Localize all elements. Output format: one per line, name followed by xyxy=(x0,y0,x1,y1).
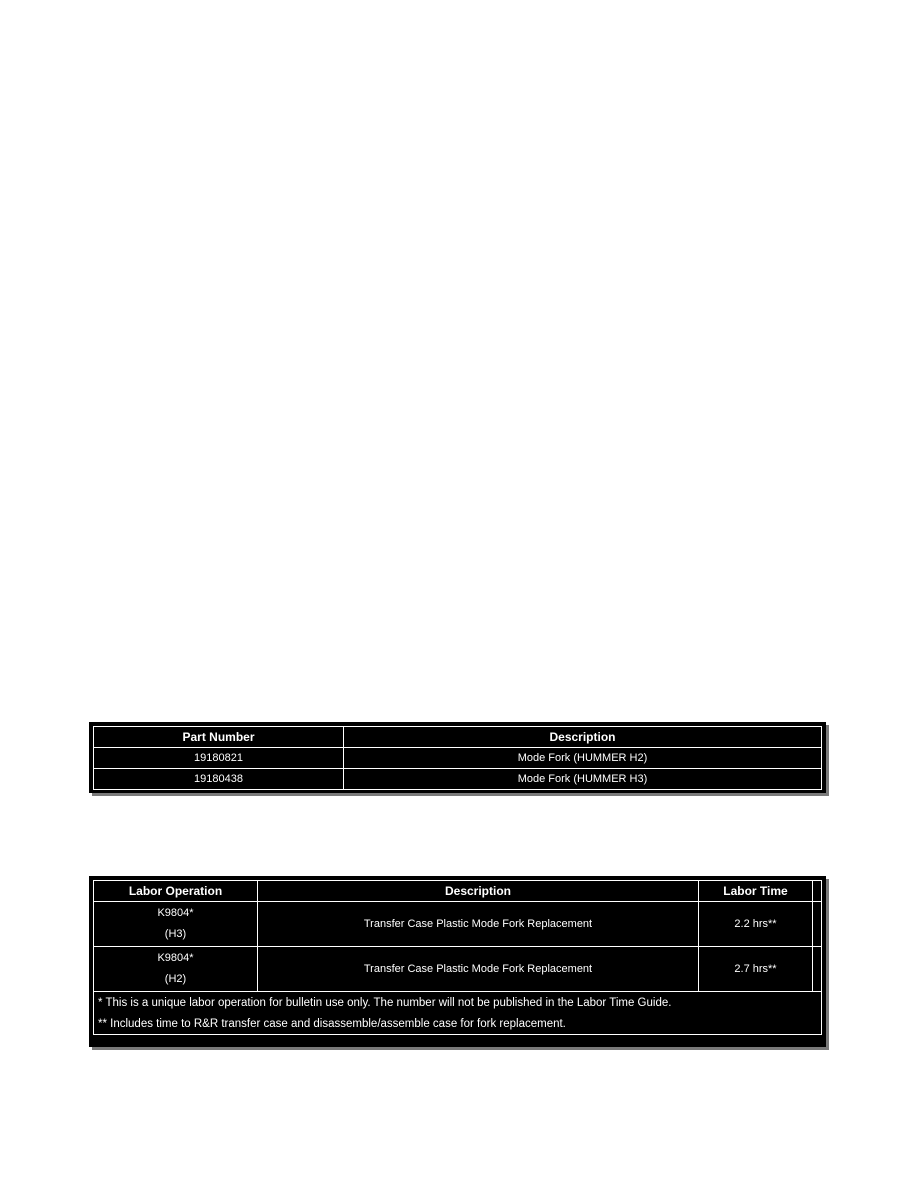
labor-header-spacer xyxy=(813,881,822,902)
parts-table xyxy=(93,726,822,790)
labor-operation-code: K9804* xyxy=(157,906,194,919)
labor-operation-vehicle: (H3) xyxy=(164,928,187,940)
labor-header-operation: Labor Operation xyxy=(94,881,258,902)
labor-spacer-cell xyxy=(813,947,822,992)
labor-table xyxy=(93,880,822,1035)
labor-table-row xyxy=(94,947,822,992)
parts-header-part-number: Part Number xyxy=(94,727,344,748)
parts-table-header-row xyxy=(94,727,822,748)
labor-note: * This is a unique labor operation for bulletin use only. The number will not be published in the Labor Time Guide. xyxy=(98,997,672,1009)
labor-header-description: Description xyxy=(258,881,699,902)
parts-table-row xyxy=(94,748,822,769)
labor-table-frame xyxy=(89,876,826,1047)
parts-table-row xyxy=(94,769,822,790)
labor-description-cell: Transfer Case Plastic Mode Fork Replacement xyxy=(258,947,699,992)
labor-operation-vehicle: (H2) xyxy=(164,973,187,985)
parts-table-frame xyxy=(89,722,826,793)
labor-notes-row xyxy=(94,992,822,1035)
labor-note: ** Includes time to R&R transfer case and disassemble/assemble case for fork replacement. xyxy=(98,1018,566,1030)
parts-header-description: Description xyxy=(344,727,822,748)
labor-table-row xyxy=(94,902,822,947)
labor-operation-cell xyxy=(94,947,258,992)
part-description-cell: Mode Fork (HUMMER H3) xyxy=(344,769,822,790)
labor-table-header-row xyxy=(94,881,822,902)
labor-notes-cell xyxy=(94,992,822,1035)
part-description-cell: Mode Fork (HUMMER H2) xyxy=(344,748,822,769)
labor-spacer-cell xyxy=(813,902,822,947)
part-number-cell: 19180438 xyxy=(94,769,344,790)
part-number-cell: 19180821 xyxy=(94,748,344,769)
labor-operation-cell xyxy=(94,902,258,947)
labor-description-cell: Transfer Case Plastic Mode Fork Replacement xyxy=(258,902,699,947)
labor-time-cell: 2.2 hrs** xyxy=(699,902,813,947)
labor-header-time: Labor Time xyxy=(699,881,813,902)
labor-time-cell: 2.7 hrs** xyxy=(699,947,813,992)
labor-operation-code: K9804* xyxy=(157,951,194,964)
